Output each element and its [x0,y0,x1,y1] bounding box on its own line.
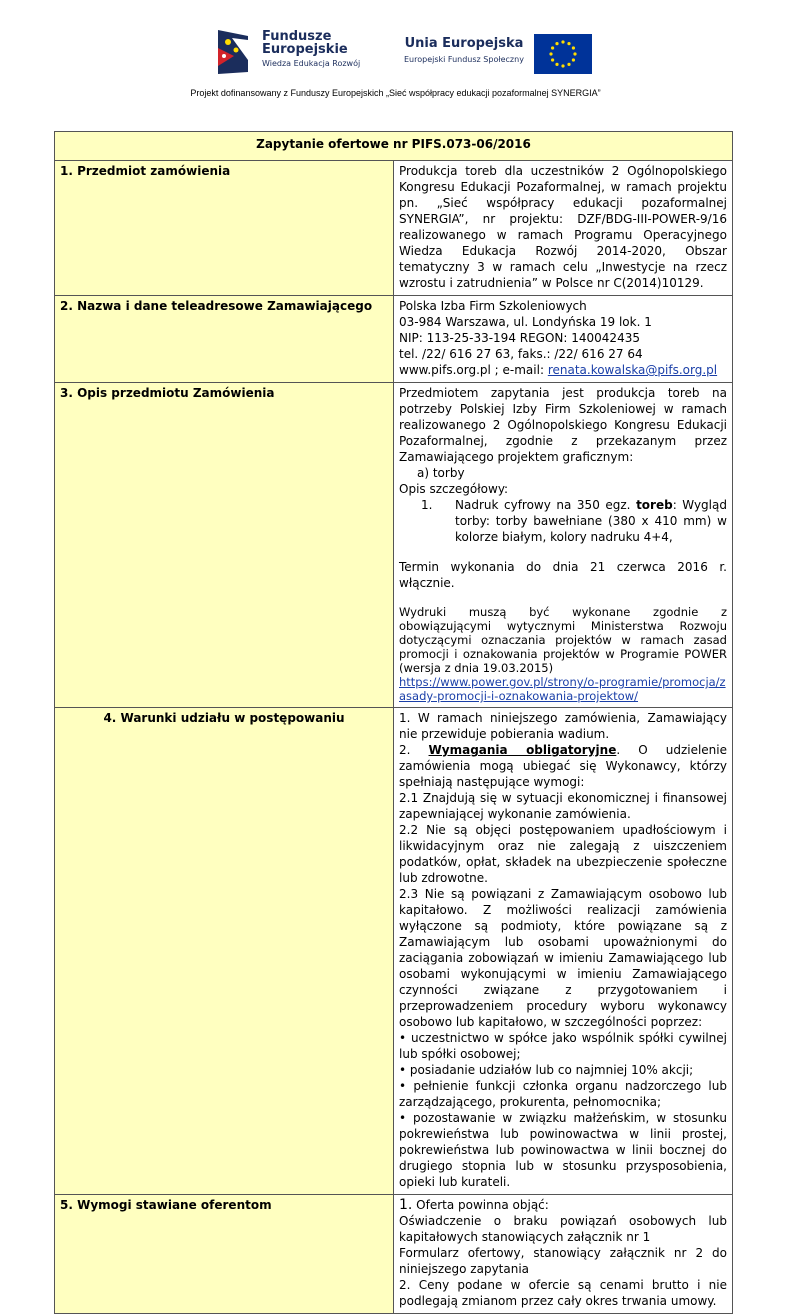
email-link[interactable]: renata.kowalska@pifs.org.pl [547,363,718,377]
fe-line3: Wiedza Edukacja Rozwój [262,59,361,68]
req-2-2: 2.2 Nie są objęci postępowaniem upadłościowym i likwidacyjnym oraz nie zalegają z uiszczeniem podatków, opłat, składek na ubezpieczenie społeczne lub zdrowotne. [399,823,727,885]
req-2-3: 2.3 Nie są powiązani z Zamawiającym osobowo lub kapitałowo. Z możliwości realizacji zamówienia wyłączone są podmioty, które powiązane są z Zamawiającym lub osobami upoważnionymi do zaciągania zobowiązań w imieniu Zamawiającego lub osobami wykonującymi w imieniu Zamawiającego czynności związane z przygotowaniem i przeprowadzeniem procedury wyboru wykonawcy osobowo lub kapitałowo, w szczególności poprzez: [399,887,727,1029]
req-number: 2. [399,743,429,757]
wadium-text: 1. W ramach niniejszego zamówienia, Zamawiający nie przewiduje pobierania wadium. [399,711,727,741]
project-funding-line: Projekt dofinansowany z Funduszy Europejskich „Sieć współpracy edukacji pozaformalnej SYNERGIA” [190,88,601,98]
item-1-bold: toreb [636,498,673,512]
bullet-1: • uczestnictwo w spółce jako wspólnik spółki cywilnej lub spółki osobowej; [399,1031,727,1061]
unia-europejska-text [404,36,524,64]
fe-line2: Europejskie [262,42,348,57]
section-4-content [394,708,733,1195]
section-2-content [394,296,733,383]
fundusze-europejskie-text [262,30,360,68]
item-a: a) torby [417,466,465,480]
section-4-label: 4. Warunki udziału w postępowaniu [55,708,394,1195]
section-3-intro: Przedmiotem zapytania jest produkcja toreb na potrzeby Polskiej Izby Firm Szkoleniowej w ramach realizowanego 2 Ogólnopolskiego Kongresu Edukacji Pozaformalnej, zgodnie z przekazanym przez Zamawiającego projektem graficznym: [399,386,727,464]
formularz-line: Formularz ofertowy, stanowiący załącznik nr 2 do niniejszego zapytania [399,1246,727,1276]
fundusze-europejskie-logo-icon [214,26,256,78]
section-3-label: 3. Opis przedmiotu Zamówienia [55,383,394,708]
item-1-text [449,497,727,545]
bullet-4: • pozostawanie w związku małżeńskim, w stosunku pokrewieństwa lub powinowactwa w linii prostej, pokrewieństwa lub powinowactwa w linii bocznej do drugiego stopnia lub w stosunku przysposobienia, opieki lub kurateli. [399,1111,727,1189]
req-text: . O udzielenie zamówienia mogą ubiegać się Wykonawcy, którzy spełniają następujące wymogi: [399,743,728,789]
inquiry-title: Zapytanie ofertowe nr PIFS.073-06/2016 [55,132,733,161]
company-name: Polska Izba Firm Szkoleniowych [399,299,587,313]
opis-szczegolowy: Opis szczegółowy: [399,482,509,496]
section-4-row [55,708,733,1195]
section-5-row [55,1195,733,1314]
item-1 [399,497,727,545]
bullet-2: • posiadanie udziałów lub co najmniej 10% akcji; [399,1063,694,1077]
wydruki-text: Wydruki muszą być wykonane zgodnie z obowiązującymi wytycznymi Ministerstwa Rozwoju dotyczącymi oznaczania projektów w ramach zasad promocji i oznakowania projektów w Programie POWER (wersja z dnia 19.03.2015) [399,605,727,675]
section-3-content [394,383,733,708]
inquiry-table [54,131,733,1314]
req-2-1: 2.1 Znajdują się w sytuacji ekonomicznej i finansowej zapewniającej wykonanie zamówienia. [399,791,727,821]
fe-line1: Fundusze [262,29,332,44]
item-1-number: 1. [421,498,433,512]
section-2-label: 2. Nazwa i dane teleadresowe Zamawiającego [55,296,394,383]
power-guidelines-link[interactable]: https://www.power.gov.pl/strony/o-programie/promocja/zasady-promocji-i-oznakowania-projektow/ [399,675,726,703]
oswiadczenie-line: Oświadczenie o braku powiązań osobowych lub kapitałowych stanowiących załącznik nr 1 [399,1214,727,1244]
oferta-text: Oferta powinna objąć: [412,1198,549,1212]
company-nip-regon: NIP: 113-25-33-194 REGON: 140042435 [399,331,640,345]
requirements-heading: Wymagania obligatoryjne [428,743,617,757]
termin-wykonania: Termin wykonania do dnia 21 czerwca 2016 r. włącznie. [399,560,727,590]
oferta-line [399,1197,727,1213]
section-1-text: Produkcja toreb dla uczestników 2 Ogólnopolskiego Kongresu Edukacji Pozaformalnej, w ramach projektu pn. „Sieć współpracy edukacji pozaformalnej SYNERGIA”, nr projektu: DZF/BDG-III-POWER-9/16 realizowanego w ramach Programu Operacyjnego Wiedza Edukacja Rozwój 2014-2020, Obszar tematyczny 3 w ramach celu „Inwestycje na rzecz wzrostu i zatrudnienia” w Polsce nr C(2014)10129. [394,161,733,296]
company-address: 03-984 Warszawa, ul. Londyńska 19 lok. 1 [399,315,652,329]
section-5-label: 5. Wymogi stawiane oferentom [55,1195,394,1314]
section-1-label: 1. Przedmiot zamówienia [55,161,394,296]
section-2-row [55,296,733,383]
section-1-row [55,161,733,296]
section-3-row [55,383,733,708]
company-phone-fax: tel. /22/ 616 27 63, faks.: /22/ 616 27 64 [399,347,643,361]
eu-flag-icon [534,34,592,74]
item-1-pre: Nadruk cyfrowy na 350 egz. [455,498,637,512]
section-5-content [394,1195,733,1314]
company-www-email [399,362,727,378]
requirements-intro [399,742,727,790]
ue-line2: Europejski Fundusz Społeczny [404,55,524,64]
ceny-line: 2. Ceny podane w ofercie są cenami brutto i nie podlegają zmianom przez cały okres trwania umowy. [399,1278,727,1308]
oferta-number: 1. [399,1197,413,1213]
logo-bar [0,24,791,84]
ue-line1: Unia Europejska [404,36,524,51]
item-1-post: : Wygląd torby: torby bawełniane (380 x 410 mm) w kolorze białym, kolory nadruku 4+4, [455,498,727,544]
bullet-3: • pełnienie funkcji członka organu nadzorczego lub zarządzającego, prokurenta, pełnomocnika; [399,1079,727,1109]
www-text: www.pifs.org.pl ; e-mail: [399,363,548,377]
